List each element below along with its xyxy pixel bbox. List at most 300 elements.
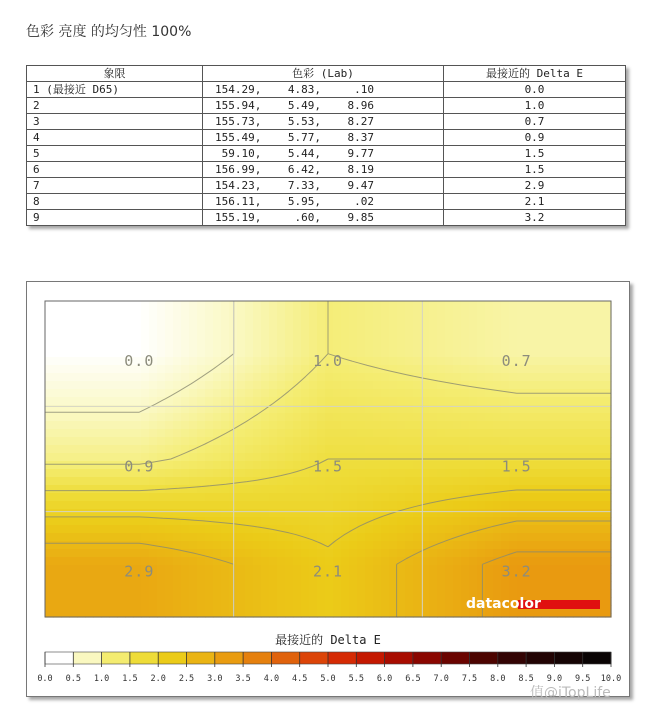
heat-tile [221,397,230,406]
heat-tile [389,381,398,390]
heat-tile [381,581,390,590]
heat-tile [93,349,102,358]
heat-tile [189,581,198,590]
heat-tile [357,381,366,390]
heat-tile [365,589,374,598]
heat-tile [565,485,574,494]
heat-tile [477,413,486,422]
heat-tile [557,437,566,446]
heat-tile [581,357,590,366]
heat-tile [277,501,286,510]
heat-tile [533,349,542,358]
heat-tile [69,333,78,342]
heat-tile [549,509,558,518]
heat-tile [597,381,606,390]
heat-tile [541,317,550,326]
heat-tile [573,573,582,582]
heat-tile [181,461,190,470]
heat-tile [485,477,494,486]
heat-tile [149,421,158,430]
heat-tile [197,317,206,326]
heat-tile [109,421,118,430]
heat-tile [221,605,230,614]
heat-tile [573,461,582,470]
heat-tile [373,333,382,342]
heat-tile [485,317,494,326]
heat-tile [157,541,166,550]
heat-tile [349,589,358,598]
heat-tile [573,357,582,366]
heat-tile [461,429,470,438]
heat-tile [325,525,334,534]
heat-tile [181,573,190,582]
colorbar-segment [130,652,159,664]
heat-tile [581,533,590,542]
heat-tile [253,573,262,582]
heat-tile [85,597,94,606]
heat-tile [165,525,174,534]
heat-tile [533,557,542,566]
heat-tile [405,605,414,614]
heat-tile [165,341,174,350]
heat-tile [293,301,302,310]
heat-tile [469,517,478,526]
heat-tile [405,477,414,486]
heat-tile [453,453,462,462]
heat-tile [293,413,302,422]
heat-tile [541,509,550,518]
heat-tile [381,477,390,486]
heat-tile [285,501,294,510]
heat-tile [549,485,558,494]
heat-tile [253,421,262,430]
heat-tile [173,341,182,350]
heat-tile [237,437,246,446]
heat-tile [501,533,510,542]
heat-tile [149,413,158,422]
heat-tile [261,349,270,358]
heat-tile [101,429,110,438]
heat-tile [317,477,326,486]
heat-tile [181,589,190,598]
heat-tile [293,525,302,534]
heat-tile [397,341,406,350]
heat-tile [213,525,222,534]
heat-tile [293,429,302,438]
heat-tile [413,333,422,342]
heat-tile [133,541,142,550]
colorbar-segment [526,652,555,664]
heat-tile [85,325,94,334]
heat-tile [373,533,382,542]
heat-tile [413,429,422,438]
heat-tile [549,477,558,486]
heat-tile [389,301,398,310]
heat-tile [109,597,118,606]
heat-tile [357,373,366,382]
heat-tile [477,501,486,510]
colorbar-tick-label: 8.0 [490,674,506,684]
heat-tile [101,317,110,326]
heat-tile [357,341,366,350]
heat-tile [245,485,254,494]
heat-tile [517,525,526,534]
heat-tile [429,413,438,422]
heat-tile [69,317,78,326]
heat-tile [189,325,198,334]
heat-tile [245,397,254,406]
heat-tile [397,333,406,342]
heat-tile [373,381,382,390]
heat-tile [285,309,294,318]
heat-tile [365,309,374,318]
heat-tile [157,357,166,366]
heat-tile [61,605,70,614]
heat-tile [533,525,542,534]
heat-tile [149,309,158,318]
heat-tile [149,445,158,454]
heat-tile [117,373,126,382]
heat-tile [597,357,606,366]
heat-tile [45,533,54,542]
heat-tile [429,517,438,526]
heat-tile [245,533,254,542]
heat-tile [509,325,518,334]
heat-tile [213,485,222,494]
heat-tile [597,533,606,542]
heat-tile [397,389,406,398]
heat-tile [437,581,446,590]
heat-tile [53,581,62,590]
heat-tile [125,429,134,438]
heat-tile [557,349,566,358]
heat-tile [469,557,478,566]
heat-tile [437,533,446,542]
heat-tile [45,549,54,558]
heat-tile [181,525,190,534]
heat-tile [117,549,126,558]
heat-tile [173,493,182,502]
heat-tile [261,605,270,614]
heat-tile [493,533,502,542]
heat-tile [453,597,462,606]
heat-tile [165,373,174,382]
heat-tile [93,373,102,382]
heat-tile [277,597,286,606]
heat-tile [285,445,294,454]
heat-tile [149,597,158,606]
heat-tile [101,309,110,318]
heat-tile [157,533,166,542]
heat-tile [285,509,294,518]
heat-tile [237,325,246,334]
heat-tile [205,597,214,606]
heat-tile [109,429,118,438]
heat-tile [69,525,78,534]
heat-tile [333,317,342,326]
heat-tile [261,517,270,526]
heat-tile [165,317,174,326]
heat-tile [173,445,182,454]
heat-tile [261,381,270,390]
heat-tile [237,565,246,574]
heat-tile [405,445,414,454]
heat-tile [557,453,566,462]
cell-delta-e: 1.5 [444,162,626,178]
heat-tile [61,517,70,526]
heat-tile [197,413,206,422]
heat-tile [525,437,534,446]
heat-tile [589,589,598,598]
heat-tile [133,493,142,502]
heat-tile [117,309,126,318]
heat-tile [157,317,166,326]
heat-tile [389,389,398,398]
heat-tile [445,605,454,614]
heat-tile [565,557,574,566]
heat-tile [589,429,598,438]
heat-tile [509,445,518,454]
heat-tile [493,469,502,478]
heat-tile [429,597,438,606]
heat-tile [557,485,566,494]
heat-tile [133,485,142,494]
heat-tile [485,581,494,590]
heat-tile [277,349,286,358]
heat-tile [333,509,342,518]
heat-tile [101,485,110,494]
heat-tile [245,373,254,382]
heat-tile [501,381,510,390]
heat-tile [269,533,278,542]
heat-tile [101,437,110,446]
heat-tile [309,301,318,310]
heat-tile [69,485,78,494]
heat-tile [269,317,278,326]
heat-tile [581,413,590,422]
heat-tile [213,341,222,350]
heat-tile [549,461,558,470]
heat-tile [157,461,166,470]
heat-tile [245,541,254,550]
heat-tile [245,429,254,438]
heat-tile [413,437,422,446]
heat-tile [189,349,198,358]
heat-tile [45,437,54,446]
heat-tile [533,397,542,406]
heat-tile [325,501,334,510]
heat-tile [541,381,550,390]
heat-tile [501,445,510,454]
heat-tile [85,437,94,446]
heat-tile [117,413,126,422]
heat-tile [165,573,174,582]
heat-tile [213,597,222,606]
heat-tile [189,301,198,310]
heat-tile [365,541,374,550]
heat-tile [565,357,574,366]
heat-tile [221,469,230,478]
heat-tile [261,373,270,382]
heat-tile [389,541,398,550]
heat-tile [413,541,422,550]
heat-tile [413,381,422,390]
heat-tile [197,557,206,566]
heat-tile [469,357,478,366]
heat-tile [317,501,326,510]
heat-tile [341,381,350,390]
heat-tile [597,421,606,430]
heat-tile [69,461,78,470]
heat-tile [357,301,366,310]
heat-tile [357,565,366,574]
heat-tile [413,581,422,590]
heat-tile [357,317,366,326]
heat-tile [301,557,310,566]
heat-tile [53,325,62,334]
heat-tile [277,581,286,590]
heat-tile [589,581,598,590]
heat-tile [213,573,222,582]
heat-tile [349,541,358,550]
heat-tile [485,565,494,574]
heat-tile [461,565,470,574]
heat-tile [285,533,294,542]
heat-tile [429,389,438,398]
heat-tile [405,573,414,582]
heat-tile [581,581,590,590]
heat-tile [69,493,78,502]
heat-tile [221,413,230,422]
heat-tile [581,509,590,518]
heat-tile [445,597,454,606]
heat-tile [85,421,94,430]
heat-tile [325,397,334,406]
heat-tile [389,461,398,470]
heat-tile [117,605,126,614]
heat-tile [341,437,350,446]
heat-tile [213,453,222,462]
heat-tile [389,477,398,486]
heat-tile [141,437,150,446]
heat-tile [133,421,142,430]
heat-tile [85,309,94,318]
heat-tile [101,597,110,606]
heat-tile [213,349,222,358]
heat-tile [325,301,334,310]
heat-tile [405,533,414,542]
heat-tile [581,301,590,310]
heat-tile [253,341,262,350]
heat-tile [333,333,342,342]
heat-tile [349,437,358,446]
heat-tile [189,557,198,566]
heat-tile [125,485,134,494]
heat-tile [61,485,70,494]
heat-tile [549,341,558,350]
heat-tile [525,429,534,438]
heat-tile [541,349,550,358]
heat-tile [53,381,62,390]
heat-tile [549,349,558,358]
heat-tile [325,493,334,502]
heat-tile [437,509,446,518]
heat-tile [381,597,390,606]
heat-tile [269,389,278,398]
heat-tile [157,469,166,478]
heat-tile [349,317,358,326]
heat-tile [357,557,366,566]
heat-tile [125,333,134,342]
heat-tile [277,533,286,542]
heat-tile [181,301,190,310]
heat-tile [485,413,494,422]
heat-tile [461,557,470,566]
heat-tile [525,525,534,534]
heat-tile [445,565,454,574]
heat-tile [333,581,342,590]
heat-tile [117,333,126,342]
heat-tile [565,317,574,326]
heat-tile [45,525,54,534]
heat-tile [253,493,262,502]
heat-tile [93,421,102,430]
heat-tile [589,333,598,342]
heat-tile [117,533,126,542]
heat-tile [437,389,446,398]
heat-tile [213,509,222,518]
heat-tile [133,509,142,518]
heat-tile [261,549,270,558]
heat-tile [453,413,462,422]
heat-tile [397,301,406,310]
heat-tile [205,509,214,518]
heat-tile [85,477,94,486]
heat-tile [293,437,302,446]
heat-tile [269,541,278,550]
heat-tile [181,501,190,510]
heat-tile [325,589,334,598]
heat-tile [453,317,462,326]
colorbar-tick-label: 4.5 [292,674,308,684]
heat-tile [309,525,318,534]
heat-tile [149,437,158,446]
heat-tile [573,397,582,406]
heat-tile [117,597,126,606]
heat-tile [357,389,366,398]
heat-tile [533,501,542,510]
heat-tile [485,341,494,350]
heat-tile [381,557,390,566]
heat-tile [237,605,246,614]
heat-tile [293,557,302,566]
heat-tile [165,413,174,422]
heat-tile [341,333,350,342]
heat-tile [397,525,406,534]
heat-tile [589,509,598,518]
heat-tile [141,397,150,406]
heat-tile [181,397,190,406]
heat-tile [509,429,518,438]
heat-tile [45,461,54,470]
heat-tile [485,421,494,430]
heat-tile [45,605,54,614]
heat-tile [85,357,94,366]
heat-tile [389,525,398,534]
heat-tile [133,413,142,422]
heat-tile [397,477,406,486]
heat-tile [245,357,254,366]
